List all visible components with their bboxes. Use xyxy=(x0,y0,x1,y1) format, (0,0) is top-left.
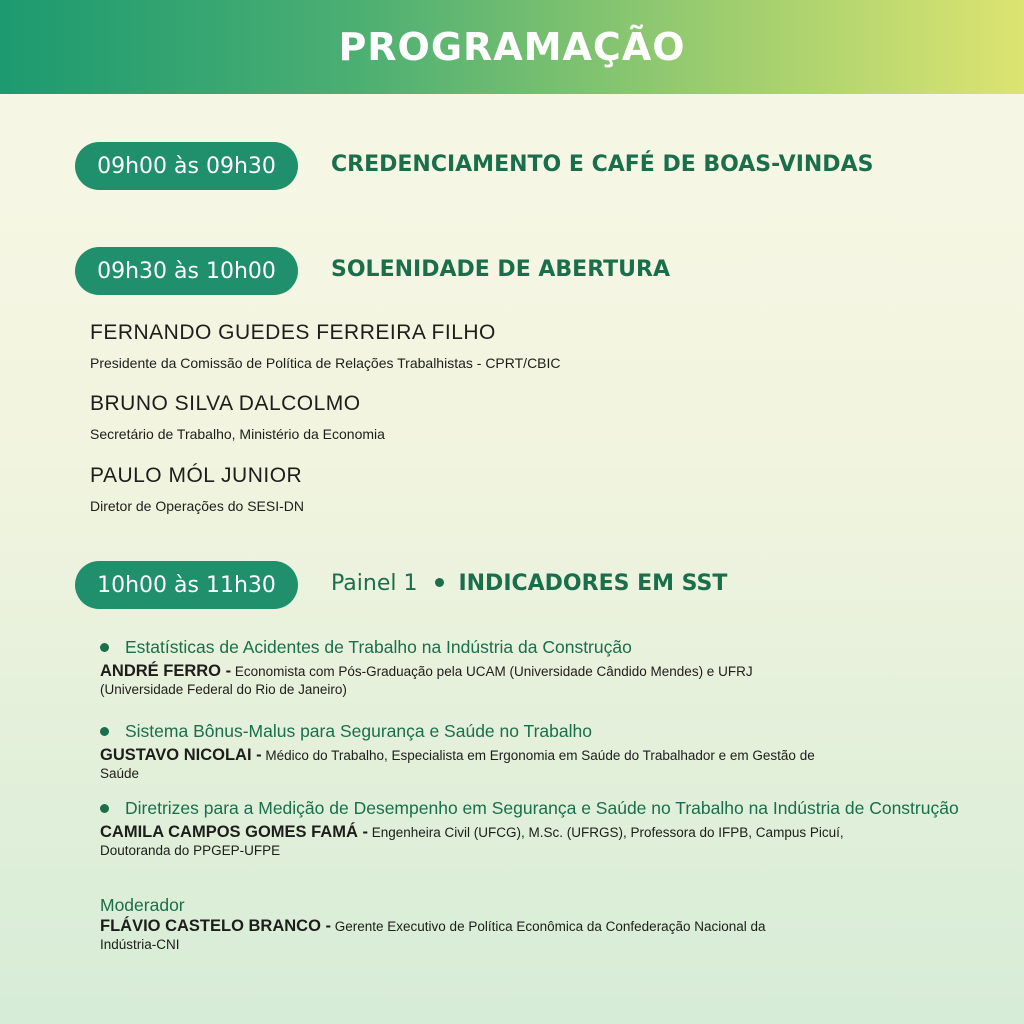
topic-title: Diretrizes para a Medição de Desempenho em Segurança e Saúde no Trabalho na Indústria de Construção xyxy=(100,797,975,820)
session-2-time-pill: 09h30 às 10h00 xyxy=(75,247,298,295)
topic-title: Estatísticas de Acidentes de Trabalho na Indústria da Construção xyxy=(100,636,980,659)
speaker-bio: Gerente Executivo de Política Econômica da Confederação Nacional da Indústria-CNI xyxy=(100,919,766,952)
topic-speaker xyxy=(100,662,830,699)
panel-topic xyxy=(100,720,980,783)
page-title: PROGRAMAÇÃO xyxy=(338,25,686,69)
speaker-name: GUSTAVO NICOLAI - xyxy=(100,746,262,764)
session-1-title: CREDENCIAMENTO E CAFÉ DE BOAS-VINDAS xyxy=(331,152,874,177)
speaker-name: CAMILA CAMPOS GOMES FAMÁ - xyxy=(100,823,368,841)
speaker-bio: Médico do Trabalho, Especialista em Ergonomia em Saúde do Trabalhador e em Gestão de Saúde xyxy=(100,748,815,781)
topic-speaker xyxy=(100,746,830,783)
panel-topic xyxy=(100,797,980,860)
panel-title: INDICADORES EM SST xyxy=(458,571,728,596)
opening-speaker xyxy=(90,464,304,514)
speaker-role: Presidente da Comissão de Política de Relações Trabalhistas - CPRT/CBIC xyxy=(90,355,561,371)
speaker-name: FERNANDO GUEDES FERREIRA FILHO xyxy=(90,321,496,344)
speaker-name: FLÁVIO CASTELO BRANCO - xyxy=(100,917,331,935)
panel-topic xyxy=(100,636,980,699)
panel-label: Painel 1 xyxy=(331,571,418,596)
moderator-speaker xyxy=(100,917,820,954)
speaker-name: PAULO MÓL JUNIOR xyxy=(90,464,303,487)
speaker-name: BRUNO SILVA DALCOLMO xyxy=(90,392,361,415)
moderator-block xyxy=(100,895,980,954)
speaker-bio: Economista com Pós-Graduação pela UCAM (Universidade Cândido Mendes) e UFRJ (Universidade Federal do Rio de Janeiro) xyxy=(100,664,753,697)
session-3-title xyxy=(331,571,727,596)
header-banner xyxy=(0,0,1024,94)
moderator-label: Moderador xyxy=(100,895,185,915)
session-2-title: SOLENIDADE DE ABERTURA xyxy=(331,257,670,282)
session-3-time-pill: 10h00 às 11h30 xyxy=(75,561,298,609)
bullet-icon xyxy=(435,578,444,587)
opening-speaker xyxy=(90,321,561,371)
topic-speaker xyxy=(100,823,870,860)
speaker-role: Secretário de Trabalho, Ministério da Economia xyxy=(90,426,385,442)
speaker-bio: Engenheira Civil (UFCG), M.Sc. (UFRGS), Professora do IFPB, Campus Picuí, Doutoranda do PPGEP-UFPE xyxy=(100,825,844,858)
speaker-role: Diretor de Operações do SESI-DN xyxy=(90,498,304,514)
opening-speaker xyxy=(90,392,385,442)
session-1-time-pill: 09h00 às 09h30 xyxy=(75,142,298,190)
speaker-name: ANDRÉ FERRO - xyxy=(100,662,232,680)
topic-title: Sistema Bônus-Malus para Segurança e Saúde no Trabalho xyxy=(100,720,980,743)
